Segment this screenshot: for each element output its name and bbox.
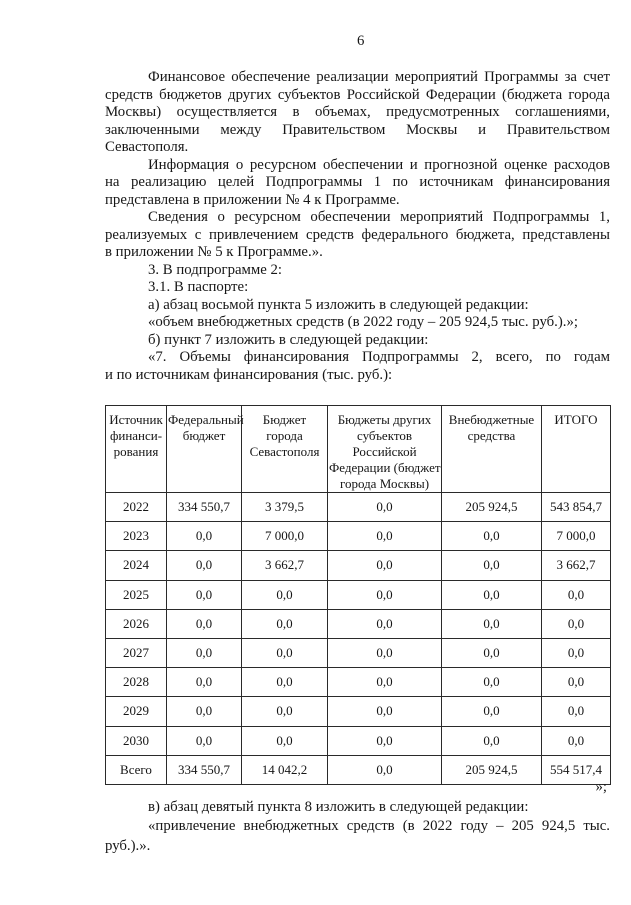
- table-cell: 0,0: [242, 726, 328, 755]
- paragraph-line: реализуемых с привлечением средств федерального бюджета, представлены: [105, 226, 610, 243]
- table-cell: 2029: [106, 697, 167, 726]
- table-cell: 334 550,7: [167, 493, 242, 522]
- table-cell: 554 517,4: [542, 755, 611, 784]
- amendment-item: в) абзац девятый пункта 8 изложить в следующей редакции:: [148, 798, 529, 815]
- header-total: ИТОГО: [542, 406, 611, 493]
- paragraph-line: Сведения о ресурсном обеспечении мероприятий Подпрограммы 1,: [148, 209, 610, 225]
- paragraph-line: Финансовое обеспечение реализации мероприятий Программы за счет: [148, 69, 610, 85]
- table-cell: 205 924,5: [442, 493, 542, 522]
- financing-table: [105, 405, 611, 785]
- text-after-table: [105, 778, 610, 856]
- table-cell: 3 379,5: [242, 493, 328, 522]
- table-row: [106, 726, 611, 755]
- closing-quote-mark: »;: [595, 779, 607, 795]
- amendment-item: 3. В подпрограмме 2:: [148, 261, 283, 278]
- table-cell: 0,0: [328, 580, 442, 609]
- table-row: [106, 638, 611, 667]
- table-cell: 0,0: [167, 638, 242, 667]
- paragraph-line: руб.).».: [105, 837, 151, 854]
- table-cell: 0,0: [542, 668, 611, 697]
- table-cell: 0,0: [542, 580, 611, 609]
- table-cell: 0,0: [242, 668, 328, 697]
- paragraph-line: представлена в приложении № 4 к Программе.: [105, 191, 400, 208]
- table-cell: 0,0: [328, 522, 442, 551]
- table-cell: 2028: [106, 668, 167, 697]
- paragraph-line: «7. Объемы финансирования Подпрограммы 2, всего, по годам: [148, 349, 610, 365]
- page-number: 6: [357, 33, 365, 49]
- table-cell: 0,0: [328, 755, 442, 784]
- table-row: [106, 551, 611, 580]
- amendment-item: б) пункт 7 изложить в следующей редакции:: [148, 331, 429, 348]
- table-row: [106, 609, 611, 638]
- table-cell: 0,0: [442, 609, 542, 638]
- paragraph-line: на реализацию целей Подпрограммы 1 по источникам финансирования: [105, 174, 610, 190]
- header-other-subjects-budget: Бюджеты других субъектов Российской Федерации (бюджет города Москвы): [328, 406, 442, 493]
- table-cell: 0,0: [167, 551, 242, 580]
- table-cell: 0,0: [328, 697, 442, 726]
- table-cell: 2025: [106, 580, 167, 609]
- table-row: [106, 668, 611, 697]
- table-cell: 0,0: [328, 609, 442, 638]
- table-cell: 0,0: [328, 726, 442, 755]
- table-cell: 0,0: [442, 551, 542, 580]
- table-cell: 2024: [106, 551, 167, 580]
- table-cell: 7 000,0: [242, 522, 328, 551]
- table-cell: 2026: [106, 609, 167, 638]
- table-cell: 0,0: [328, 638, 442, 667]
- paragraph-line: Информация о ресурсном обеспечении и прогнозной оценке расходов: [148, 156, 610, 173]
- table-cell: 2023: [106, 522, 167, 551]
- table-cell: 0,0: [542, 609, 611, 638]
- body-text: [105, 69, 610, 384]
- amendment-item: «объем внебюджетных средств (в 2022 году – 205 924,5 тыс. руб.).»;: [148, 314, 579, 330]
- paragraph-line: «привлечение внебюджетных средств (в 2022 году – 205 924,5 тыс.: [148, 818, 610, 834]
- table-cell: 0,0: [442, 726, 542, 755]
- table-cell: 3 662,7: [242, 551, 328, 580]
- paragraph-line: заключенными между Правительством Москвы и Правительством: [105, 121, 610, 138]
- table-cell: 0,0: [328, 551, 442, 580]
- paragraph-line: средств бюджетов других субъектов Российской Федерации (бюджета города: [105, 86, 610, 103]
- table-cell: 0,0: [167, 609, 242, 638]
- amendment-item: а) абзац восьмой пункта 5 изложить в следующей редакции:: [148, 296, 529, 313]
- table-row: [106, 493, 611, 522]
- table-row: [106, 522, 611, 551]
- table-cell: 205 924,5: [442, 755, 542, 784]
- table-cell: 7 000,0: [542, 522, 611, 551]
- paragraph-line: в приложении № 5 к Программе.».: [105, 244, 323, 260]
- table-cell: 2022: [106, 493, 167, 522]
- table-cell: 0,0: [167, 580, 242, 609]
- table-cell: 543 854,7: [542, 493, 611, 522]
- table-cell: Всего: [106, 755, 167, 784]
- paragraph-line: и по источникам финансирования (тыс. руб.):: [105, 366, 393, 383]
- table-cell: 334 550,7: [167, 755, 242, 784]
- table-cell: 0,0: [167, 668, 242, 697]
- table-row: [106, 580, 611, 609]
- paragraph-line: Севастополя.: [105, 139, 189, 155]
- table-cell: 0,0: [542, 697, 611, 726]
- table-cell: 0,0: [442, 697, 542, 726]
- table-cell: 0,0: [242, 580, 328, 609]
- header-federal-budget: Федеральный бюджет: [167, 406, 242, 493]
- table-cell: 2030: [106, 726, 167, 755]
- header-source: Источник финанси- рования: [106, 406, 167, 493]
- table-cell: 0,0: [167, 522, 242, 551]
- table-cell: 0,0: [542, 726, 611, 755]
- table-cell: 2027: [106, 638, 167, 667]
- table-cell: 0,0: [442, 522, 542, 551]
- table-row: [106, 697, 611, 726]
- table-cell: 0,0: [442, 580, 542, 609]
- table-cell: 0,0: [167, 726, 242, 755]
- table-header-row: [106, 406, 611, 493]
- amendment-item: 3.1. В паспорте:: [148, 279, 249, 295]
- table-cell: 0,0: [167, 697, 242, 726]
- table-cell: 3 662,7: [542, 551, 611, 580]
- table-cell: 0,0: [242, 638, 328, 667]
- table-cell: 14 042,2: [242, 755, 328, 784]
- table-cell: 0,0: [542, 638, 611, 667]
- paragraph-line: Москвы) осуществляется в объемах, предусмотренных соглашениями,: [105, 104, 610, 120]
- header-sevastopol-budget: Бюджет города Севастополя: [242, 406, 328, 493]
- table-cell: 0,0: [442, 638, 542, 667]
- header-extrabudgetary: Внебюджетные средства: [442, 406, 542, 493]
- table-cell: 0,0: [328, 668, 442, 697]
- table-cell: 0,0: [442, 668, 542, 697]
- table-cell: 0,0: [328, 493, 442, 522]
- table-cell: 0,0: [242, 609, 328, 638]
- table-cell: 0,0: [242, 697, 328, 726]
